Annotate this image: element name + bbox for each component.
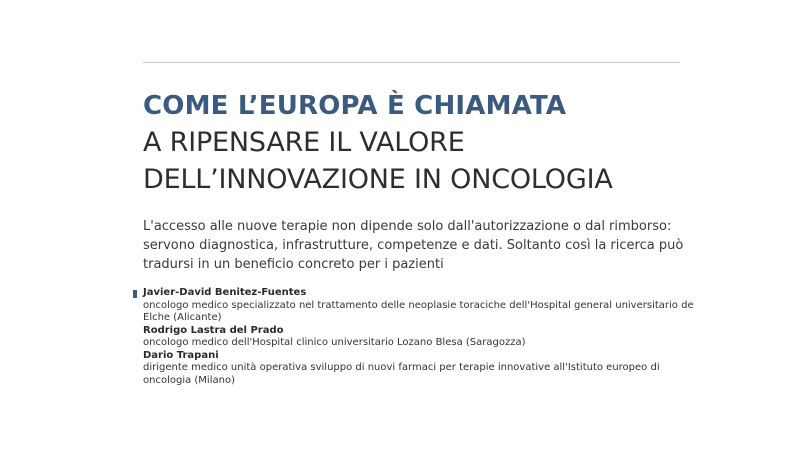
- author-name: Dario Trapani: [143, 349, 219, 361]
- author-role: oncologo medico specializzato nel trattamento delle neoplasie toraciche dell'Hospital general universitario de Elche (Alicante): [143, 299, 694, 323]
- top-divider: [143, 62, 680, 63]
- author-role: dirigente medico unità operativa sviluppo di nuovi farmaci per terapie innovative all'Istituto europeo di oncologia (Milano): [143, 362, 660, 386]
- headline-line-3: DELL’INNOVAZIONE IN ONCOLOGIA: [143, 164, 613, 195]
- author-role: oncologo medico dell'Hospital clinico universitario Lozano Blesa (Saragozza): [143, 337, 526, 348]
- author-marker: [133, 290, 137, 298]
- author-name: Rodrigo Lastra del Prado: [143, 324, 284, 336]
- headline-line-2: A RIPENSARE IL VALORE: [143, 127, 465, 158]
- headline-accent: COME L’EUROPA È CHIAMATA: [143, 91, 567, 121]
- author-list: [143, 287, 703, 387]
- author-name: Javier-David Benitez-Fuentes: [143, 287, 307, 298]
- lead-paragraph: L'accesso alle nuove terapie non dipende solo dall'autorizzazione o dal rimborso: servono diagnostica, infrastrutture, competenze e dati. Soltanto così la ricerca può tradursi in un beneficio concreto per i pazienti: [143, 219, 684, 272]
